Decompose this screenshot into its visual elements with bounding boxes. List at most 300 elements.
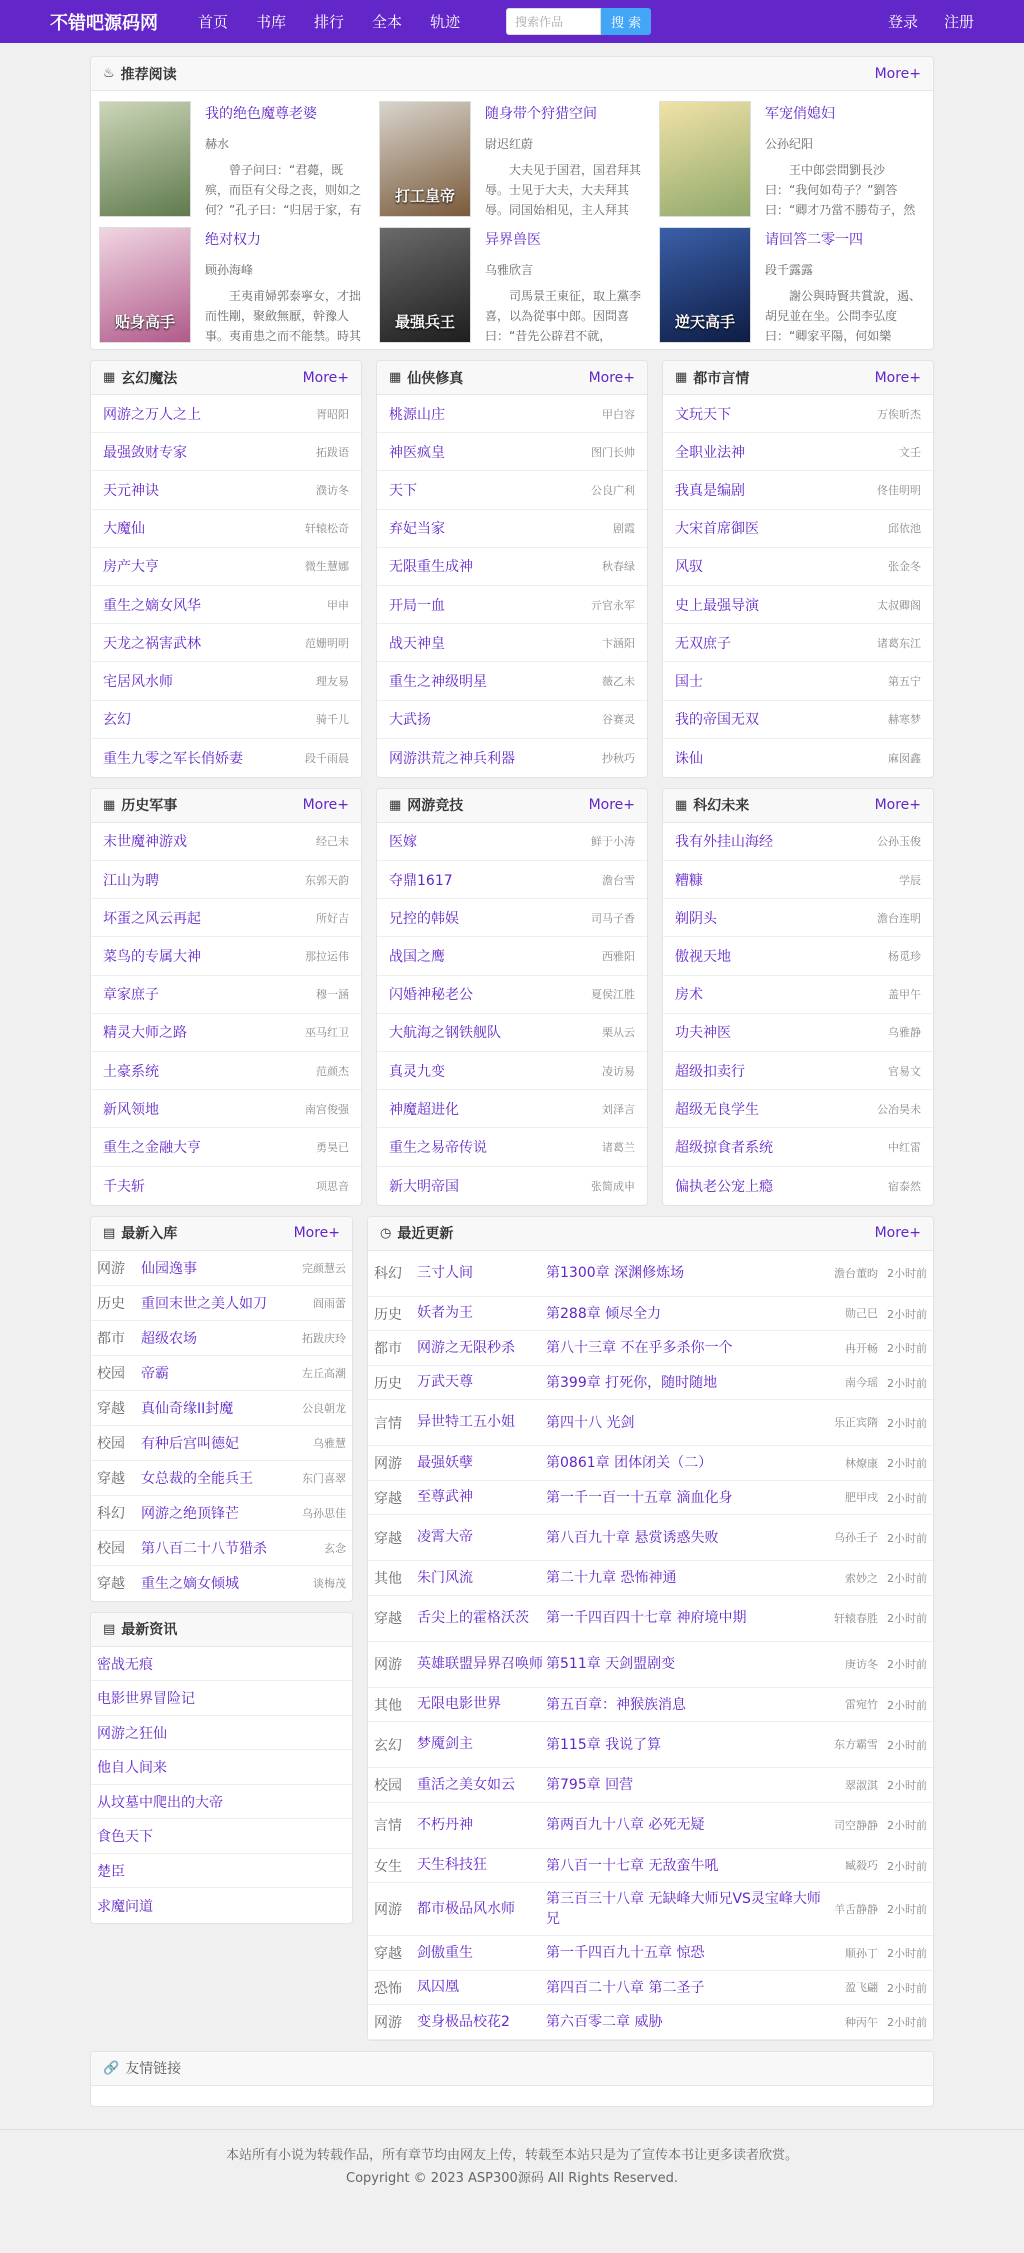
book-author: 澹台董昀	[834, 1266, 878, 1280]
book-title-link[interactable]: 坏蛋之风云再起	[103, 910, 201, 927]
list-item	[663, 471, 933, 509]
cover-text: 打工皇帝	[394, 187, 455, 205]
book-category: 穿越	[97, 1400, 125, 1417]
book-author: 抄秋巧	[602, 751, 635, 765]
book-title-link[interactable]: 大魔仙	[103, 521, 145, 538]
book-title-link[interactable]: 我有外挂山海经	[675, 834, 773, 851]
news-link[interactable]: 从坟墓中爬出的大帝	[97, 1794, 223, 1811]
book-author: 夏侯江胜	[591, 988, 635, 1002]
latest-in-more-link[interactable]: More+	[293, 1225, 340, 1242]
book-title-link[interactable]: 绝对权力	[205, 232, 261, 248]
book-title-link[interactable]: 无限重生成神	[389, 559, 473, 576]
book-author: 微生慧娜	[305, 560, 349, 574]
book-author: 勇昊已	[316, 1140, 349, 1154]
book-author: 乌孙壬子	[834, 1531, 878, 1545]
category-list	[663, 823, 933, 1205]
book-title-link[interactable]: 我的绝色魔尊老婆	[205, 106, 317, 122]
book-author: 司空静静	[834, 1818, 878, 1832]
book-title-link[interactable]: 天下	[389, 482, 417, 499]
book-title-link[interactable]: 战国之鹰	[389, 949, 445, 966]
book-author: 项思音	[316, 1179, 349, 1193]
list-item	[91, 1531, 352, 1566]
list-item	[377, 823, 647, 861]
book-title-link[interactable]: 剃阴头	[675, 910, 717, 927]
book-category: 历史	[374, 1375, 402, 1392]
book-author: 秋春绿	[602, 560, 635, 574]
book-title-link[interactable]: 神魔超进化	[389, 1101, 459, 1118]
book-cover[interactable]	[99, 101, 191, 217]
book-title-link[interactable]: 军宠俏媳妇	[765, 106, 835, 122]
book-title-link[interactable]: 第八百二十八节猎杀	[141, 1540, 267, 1557]
book-title-link[interactable]: 我真是编剧	[675, 482, 745, 499]
recommend-item	[659, 101, 925, 217]
footer-disclaimer: 本站所有小说为转载作品，所有章节均由网友上传，转载至本站只是为了宣传本书让更多读者欣赏。	[225, 2147, 798, 2163]
chapter-link[interactable]: 第0861章 团体闭关（二）	[546, 1455, 713, 1471]
search-input[interactable]	[506, 8, 601, 35]
table-row	[368, 1642, 933, 1688]
category-title: 玄幻魔法	[121, 370, 178, 387]
book-title-link[interactable]: 文玩天下	[675, 406, 731, 423]
category-title-wrap	[389, 368, 463, 388]
book-title-link[interactable]: 大宋首席御医	[675, 521, 759, 538]
book-cover[interactable]	[659, 227, 751, 343]
chapter-link[interactable]: 第399章 打死你，随时随地	[546, 1374, 718, 1391]
table-row	[368, 1446, 933, 1481]
chapter-link[interactable]: 第三百三十八章 无缺峰大师兄VS灵宝峰大师兄	[546, 1891, 821, 1928]
book-title-link[interactable]: 变身极品校花2	[417, 2013, 510, 2030]
list-item	[91, 1014, 361, 1052]
category-title: 仙侠修真	[407, 370, 464, 387]
book-title-link[interactable]: 末世魔神游戏	[103, 834, 187, 851]
news-link[interactable]: 楚臣	[97, 1863, 125, 1880]
list-item	[377, 1167, 647, 1205]
book-title-link[interactable]: 最强妖孽	[417, 1454, 473, 1471]
book-author: 西雅阳	[602, 950, 635, 964]
book-title-link[interactable]: 超级掠食者系统	[675, 1139, 773, 1156]
book-title-link[interactable]: 神医疯皇	[389, 444, 445, 461]
chapter-link[interactable]: 第八十三章 不在乎多杀你一个	[546, 1340, 733, 1356]
recommend-info	[485, 101, 645, 217]
book-title-link[interactable]: 最强敛财专家	[103, 444, 187, 461]
table-row	[368, 1561, 933, 1596]
book-title-link[interactable]: 英雄联盟异界召唤师	[417, 1655, 543, 1672]
book-title-link[interactable]: 风驭	[675, 559, 703, 576]
book-author: 司马子香	[591, 911, 635, 925]
book-author: 玄念	[324, 1541, 346, 1555]
book-title-link[interactable]: 都市极品风水师	[417, 1900, 515, 1917]
news-title: 最新资讯	[121, 1622, 178, 1639]
book-title-link[interactable]: 帝霸	[141, 1365, 169, 1382]
book-title-link[interactable]: 凤囚凰	[417, 1979, 459, 1995]
category-more-link[interactable]: More+	[874, 369, 921, 386]
book-category: 恐怖	[374, 1980, 402, 1997]
book-title-link[interactable]: 重生之嫡女倾城	[141, 1576, 239, 1593]
list-item	[377, 976, 647, 1014]
book-author: 拓跋语	[316, 445, 349, 459]
category-title-wrap	[103, 368, 177, 388]
book-author: 羊舌静静	[834, 1902, 878, 1916]
book-author: 薇乙未	[602, 674, 635, 688]
list-item	[91, 1496, 352, 1531]
bottom-section	[90, 1216, 934, 2051]
book-category: 科幻	[374, 1266, 402, 1283]
chapter-link[interactable]: 第一千四百九十五章 惊恐	[546, 1945, 705, 1961]
book-category: 女生	[374, 1858, 402, 1875]
list-item	[91, 1286, 352, 1321]
book-author: 赫寒梦	[888, 713, 921, 727]
book-title-link[interactable]: 重生之易帝传说	[389, 1139, 487, 1156]
update-time: 2小时前	[887, 1738, 927, 1752]
list-item	[91, 1854, 352, 1889]
book-cover[interactable]	[659, 101, 751, 217]
book-category: 其他	[374, 1571, 402, 1587]
book-title-link[interactable]: 房术	[675, 987, 703, 1004]
recommend-info	[765, 227, 925, 343]
book-cover[interactable]	[99, 227, 191, 343]
book-title-link[interactable]: 万武天尊	[417, 1374, 473, 1390]
book-description: 王中郎尝問劉長沙曰：“我何如苟子？”劉答曰：“卿才乃當不勝苟子，然	[765, 163, 916, 217]
table-row	[368, 1849, 933, 1884]
book-title-link[interactable]: 国士	[675, 673, 703, 690]
book-cover[interactable]	[379, 227, 471, 343]
table-row	[368, 1688, 933, 1723]
nav-library[interactable]: 书库	[256, 13, 287, 31]
book-title-link[interactable]: 网游洪荒之神兵利器	[389, 750, 515, 767]
book-author: 顾孙海峰	[205, 263, 254, 277]
recommend-item	[99, 101, 365, 217]
list-item	[377, 548, 647, 586]
list-item	[663, 1090, 933, 1128]
book-title-link[interactable]: 菜鸟的专属大神	[103, 949, 201, 966]
recommend-info	[205, 101, 365, 217]
book-author: 段千露露	[765, 263, 814, 277]
book-title-link[interactable]: 弃妃当家	[389, 521, 445, 538]
book-title-link[interactable]: 超级无良学生	[675, 1101, 759, 1118]
list-item	[377, 899, 647, 937]
book-title-link[interactable]: 糟糠	[675, 872, 703, 889]
book-title-link[interactable]: 重生九零之军长俏娇妻	[103, 750, 243, 767]
book-title-link[interactable]: 无限电影世界	[417, 1696, 501, 1712]
book-title-link[interactable]: 真灵九变	[389, 1063, 445, 1080]
chapter-link[interactable]: 第一千四百四十七章 神府境中期	[546, 1610, 747, 1627]
update-time: 2小时前	[887, 1903, 927, 1917]
book-title-link[interactable]: 医嫁	[389, 834, 417, 851]
list-item	[91, 395, 361, 433]
book-title-link[interactable]: 战天神皇	[389, 635, 445, 652]
book-category: 网游	[374, 1456, 402, 1472]
chapter-link[interactable]: 第511章 天剑盟剧变	[546, 1656, 676, 1673]
register-link[interactable]: 注册	[943, 13, 974, 31]
book-title-link[interactable]: 精灵大师之路	[103, 1025, 187, 1042]
news-link[interactable]: 求魔问道	[97, 1898, 153, 1915]
book-author: 太叔卿阁	[877, 598, 921, 612]
chapter-link[interactable]: 第288章 倾尽全力	[546, 1305, 662, 1322]
recommend-panel	[90, 56, 934, 350]
updates-panel	[367, 1216, 934, 2041]
book-title-link[interactable]: 重活之美女如云	[417, 1776, 515, 1793]
book-title-link[interactable]: 功夫神医	[675, 1025, 731, 1042]
news-link[interactable]: 网游之狂仙	[97, 1725, 167, 1742]
book-author: 澹台连明	[877, 911, 921, 925]
category-title-wrap	[675, 795, 749, 815]
book-title-link[interactable]: 闪婚神秘老公	[389, 987, 473, 1004]
book-title-link[interactable]: 傲视天地	[675, 949, 731, 966]
book-title-link[interactable]: 新大明帝国	[389, 1178, 459, 1195]
grid-icon: ▦	[389, 370, 402, 385]
nav-home[interactable]: 首页	[198, 13, 229, 31]
book-author: 乌孙思佳	[302, 1506, 346, 1520]
book-author: 雷宛竹	[845, 1698, 878, 1711]
chapter-link[interactable]: 第八百一十七章 无敌蛮牛吼	[546, 1857, 719, 1874]
footer	[0, 2129, 1024, 2202]
list-item	[377, 433, 647, 471]
book-title-link[interactable]: 舌尖上的霍格沃茨	[417, 1609, 529, 1626]
list-item	[91, 1461, 352, 1496]
book-title-link[interactable]: 网游之绝顶锋芒	[141, 1505, 239, 1522]
book-author: 盖甲午	[888, 988, 921, 1002]
book-author: 公孙纪阳	[765, 137, 814, 151]
update-time: 2小时前	[887, 1819, 927, 1833]
book-title-link[interactable]: 房产大亨	[103, 559, 159, 576]
chapter-link[interactable]: 第一千一百一十五章 滴血化身	[546, 1489, 733, 1506]
update-time: 2小时前	[887, 1491, 927, 1505]
book-title-link[interactable]: 超级农场	[141, 1330, 197, 1347]
book-title-link[interactable]: 我的帝国无双	[675, 712, 759, 729]
chapter-link[interactable]: 第四十八 光剑	[546, 1414, 635, 1431]
category-more-link[interactable]: More+	[874, 797, 921, 814]
book-title-link[interactable]: 异世特工五小姐	[417, 1414, 515, 1431]
news-link[interactable]: 食色天下	[97, 1829, 153, 1845]
chapter-link[interactable]: 第1300章 深渊修炼场	[546, 1265, 685, 1282]
category-more-link[interactable]: More+	[588, 797, 635, 814]
login-link[interactable]: 登录	[887, 13, 918, 31]
recommend-more-link[interactable]: More+	[874, 65, 921, 82]
list-item	[377, 1090, 647, 1128]
nav-history[interactable]: 轨迹	[430, 13, 461, 31]
updates-title: 最近更新	[397, 1226, 454, 1243]
book-title-link[interactable]: 诛仙	[675, 750, 703, 767]
list-item	[377, 624, 647, 662]
category-header	[377, 789, 647, 823]
category-title: 网游竞技	[407, 798, 464, 815]
grid-icon: ▦	[103, 797, 116, 813]
book-author: 公良朝龙	[302, 1401, 346, 1415]
book-title-link[interactable]: 超级扣卖行	[675, 1063, 745, 1080]
link-icon: 🔗	[103, 2060, 120, 2076]
category-title-wrap	[103, 795, 177, 815]
book-title-link[interactable]: 天元神诀	[103, 482, 159, 499]
recommend-grid	[91, 91, 933, 349]
list-item	[91, 1785, 352, 1820]
book-title-link[interactable]: 至尊武神	[417, 1489, 473, 1505]
update-time: 2小时前	[887, 1531, 927, 1545]
book-author: 剧霞	[613, 522, 635, 536]
nav-ranking[interactable]: 排行	[314, 13, 345, 31]
book-title-link[interactable]: 无双庶子	[675, 635, 731, 652]
book-title-link[interactable]: 大武扬	[389, 712, 431, 729]
category-list	[663, 395, 933, 777]
table-row	[368, 1400, 933, 1446]
book-title-link[interactable]: 重生之神级明星	[389, 673, 487, 690]
book-author: 臧殺巧	[845, 1859, 878, 1872]
search-box	[506, 8, 651, 35]
book-title-link[interactable]: 凌霄大帝	[417, 1529, 473, 1546]
book-icon: ▤	[103, 1621, 116, 1637]
book-description: 司馬景王東征，取上黨李喜，以為從事中郎。因問喜曰：“昔先公辟君不就，	[485, 289, 642, 343]
book-category: 网游	[374, 1902, 402, 1919]
category-more-link[interactable]: More+	[302, 369, 349, 386]
site-logo[interactable]: 不错吧源码网	[50, 12, 158, 34]
book-title-link[interactable]: 千夫斩	[103, 1178, 145, 1195]
book-title-link[interactable]: 重回末世之美人如刀	[141, 1295, 267, 1312]
book-author: 谈梅茂	[313, 1577, 346, 1591]
book-title-link[interactable]: 网游之万人之上	[103, 406, 201, 423]
nav-complete[interactable]: 全本	[372, 13, 403, 31]
table-row	[368, 1331, 933, 1366]
latest-in-title: 最新入库	[121, 1226, 178, 1243]
list-item	[377, 510, 647, 548]
book-title-link[interactable]: 有种后宫叫德妃	[141, 1435, 239, 1452]
list-item	[377, 586, 647, 624]
book-author: 林燎康	[845, 1456, 878, 1470]
category-panel	[376, 788, 648, 1206]
book-title-link[interactable]: 妖者为王	[417, 1305, 473, 1321]
book-category: 历史	[374, 1306, 402, 1323]
book-author: 南宫俊强	[305, 1102, 349, 1116]
book-title-link[interactable]: 大航海之钢铁舰队	[389, 1025, 501, 1042]
category-more-link[interactable]: More+	[588, 369, 635, 386]
latest-in-panel	[90, 1216, 353, 1602]
book-title-link[interactable]: 梦魇剑主	[417, 1736, 473, 1753]
news-link[interactable]: 他自人间来	[97, 1760, 167, 1776]
book-author: 肥甲戌	[845, 1491, 878, 1504]
chapter-link[interactable]: 第六百零二章 威胁	[546, 2014, 663, 2030]
book-title-link[interactable]: 天龙之祸害武林	[103, 635, 201, 652]
book-title-link[interactable]: 史上最强导演	[675, 597, 759, 614]
book-author: 乐正宾隋	[834, 1416, 878, 1430]
list-item	[663, 739, 933, 777]
update-time: 2小时前	[887, 1457, 927, 1470]
book-category: 网游	[374, 2015, 402, 2031]
book-title-link[interactable]: 网游之无限秒杀	[417, 1339, 515, 1356]
book-title-link[interactable]: 不朽丹神	[417, 1816, 473, 1833]
book-title-link[interactable]: 偏执老公宠上瘾	[675, 1178, 773, 1195]
updates-more-link[interactable]: More+	[874, 1225, 921, 1242]
book-title-link[interactable]: 异界兽医	[485, 232, 541, 248]
book-title-link[interactable]: 随身带个狩猎空间	[485, 106, 597, 122]
list-item	[663, 976, 933, 1014]
book-title-link[interactable]: 仙园逸事	[141, 1260, 197, 1277]
book-description: 曾子问曰：“君薨，既殡，而臣有父母之丧，则如之何？”孔子曰：“归居于家，有	[205, 163, 362, 217]
category-header	[91, 361, 361, 395]
category-more-link[interactable]: More+	[302, 797, 349, 814]
list-item	[91, 1052, 361, 1090]
recommend-title: 推荐阅读	[120, 66, 177, 83]
list-item	[377, 662, 647, 700]
chapter-link[interactable]: 第八百九十章 悬赏诱惑失败	[546, 1529, 719, 1546]
book-author: 东方霸雪	[834, 1738, 878, 1752]
book-title-link[interactable]: 土豪系统	[103, 1063, 159, 1080]
user-links	[888, 11, 974, 32]
book-title-link[interactable]: 请回答二零一四	[765, 232, 863, 248]
book-author: 中红雷	[888, 1140, 921, 1154]
list-item	[91, 1819, 352, 1854]
news-link[interactable]: 电影世界冒险记	[97, 1691, 195, 1707]
chapter-link[interactable]: 第四百二十八章 第二圣子	[546, 1979, 705, 1996]
book-author: 庚访冬	[845, 1657, 878, 1671]
book-title-link[interactable]: 新风领地	[103, 1101, 159, 1118]
book-author: 栗从云	[602, 1026, 635, 1040]
search-button[interactable]: 搜 索	[601, 8, 651, 35]
book-category: 校园	[97, 1435, 125, 1452]
table-row	[368, 1596, 933, 1642]
book-title-link[interactable]: 宅居风水师	[103, 673, 173, 690]
list-item	[663, 662, 933, 700]
list-item	[91, 1681, 352, 1716]
category-row-1	[90, 360, 934, 788]
book-title-link[interactable]: 章家庶子	[103, 987, 159, 1004]
book-title-link[interactable]: 重生之嫡女风华	[103, 597, 201, 614]
book-author: 谷赛灵	[602, 713, 635, 727]
book-title-link[interactable]: 全职业法神	[675, 444, 745, 461]
list-item	[91, 899, 361, 937]
book-cover[interactable]	[379, 101, 471, 217]
book-title-link[interactable]: 玄幻	[103, 712, 131, 729]
list-item	[663, 823, 933, 861]
clock-icon: ◷	[380, 1225, 392, 1241]
list-item	[377, 471, 647, 509]
news-link[interactable]: 密战无痕	[97, 1656, 153, 1673]
book-title-link[interactable]: 剑傲重生	[417, 1944, 473, 1961]
chapter-link[interactable]: 第795章 回营	[546, 1777, 634, 1793]
book-title-link[interactable]: 开局一血	[389, 597, 445, 614]
book-author: 宿泰然	[888, 1179, 921, 1193]
book-category: 校园	[374, 1778, 402, 1794]
book-title-link[interactable]: 三寸人间	[417, 1264, 473, 1281]
book-title-link[interactable]: 重生之金融大亨	[103, 1139, 201, 1156]
grid-icon: ▦	[675, 370, 688, 385]
book-author: 冉开畅	[845, 1341, 878, 1355]
book-author: 乌雅欣言	[485, 263, 534, 277]
book-title-link[interactable]: 桃源山庄	[389, 406, 445, 423]
book-title-link[interactable]: 女总裁的全能兵王	[141, 1470, 253, 1487]
book-title-link[interactable]: 真仙奇缘II封魔	[141, 1400, 234, 1417]
list-item	[663, 1052, 933, 1090]
recommend-item	[379, 101, 645, 217]
book-category: 言情	[374, 1818, 402, 1835]
cover-text: 逆天高手	[674, 313, 735, 331]
book-author: 阎雨蕾	[313, 1296, 346, 1310]
update-time: 2小时前	[887, 1698, 927, 1712]
book-title-link[interactable]: 朱门风流	[417, 1569, 473, 1586]
book-category: 穿越	[374, 1946, 402, 1962]
chapter-link[interactable]: 第五百章：神猴族消息	[546, 1696, 686, 1713]
chapter-link[interactable]: 第两百九十八章 必死无疑	[546, 1817, 705, 1834]
list-item	[377, 937, 647, 975]
chapter-link[interactable]: 第115章 我说了算	[546, 1736, 662, 1753]
book-title-link[interactable]: 江山为聘	[103, 872, 159, 889]
recommend-info	[765, 101, 925, 217]
book-title-link[interactable]: 夺鼎1617	[389, 872, 453, 889]
list-item	[91, 433, 361, 471]
list-item	[663, 395, 933, 433]
category-list	[377, 395, 647, 777]
news-list	[91, 1647, 352, 1923]
chapter-link[interactable]: 第二十九章 恐怖神通	[546, 1570, 677, 1586]
book-title-link[interactable]: 天生科技狂	[417, 1857, 487, 1873]
book-title-link[interactable]: 兄控的韩娱	[389, 910, 459, 927]
list-item	[377, 861, 647, 899]
